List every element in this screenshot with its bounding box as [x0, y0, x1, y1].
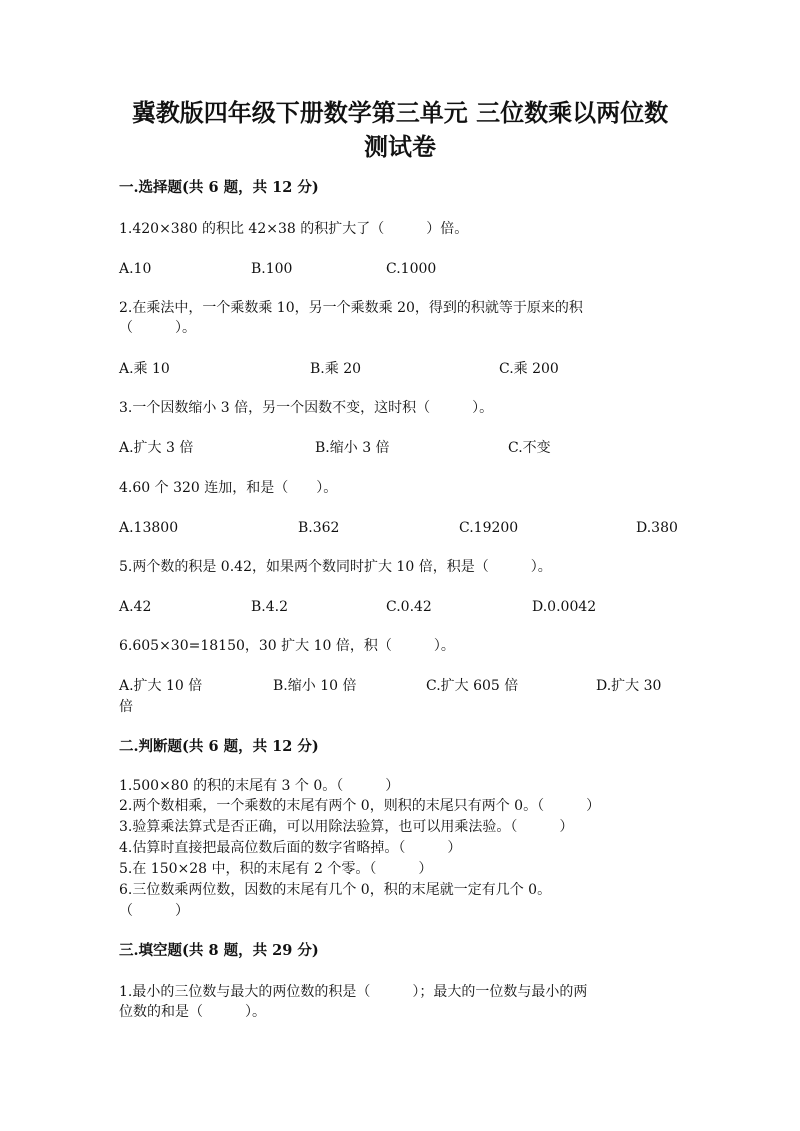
option-a: A.扩大 10 倍 [119, 678, 203, 694]
option-d: D.扩大 30 [596, 678, 662, 694]
judge-item: 4.估算时直接把最高位数后面的数字省略掉。（ ） [119, 840, 462, 856]
option-b: B.缩小 3 倍 [315, 440, 390, 456]
question-text: 6.605×30=18150，30 扩大 10 倍，积（ ）。 [119, 638, 455, 654]
question-text: 1.420×380 的积比 42×38 的积扩大了（ ）倍。 [119, 221, 469, 237]
question-text: 5.两个数的积是 0.42，如果两个数同时扩大 10 倍，积是（ ）。 [119, 559, 552, 575]
fill-question-line-1: 1.最小的三位数与最大的两位数的积是（ ）；最大的一位数与最小的两 [119, 984, 588, 1000]
judge-item: 2.两个数相乘，一个乘数的末尾有两个 0，则积的末尾只有两个 0。（ ） [119, 798, 601, 814]
section-heading-choice: 一.选择题(共 6 题，共 12 分) [119, 179, 319, 196]
option-d-wrap: 倍 [119, 699, 133, 715]
option-a: A.10 [119, 261, 152, 277]
judge-item: 6.三位数乘两位数，因数的末尾有几个 0，积的末尾就一定有几个 0。 [119, 882, 552, 898]
title-line-2: 测试卷 [364, 132, 436, 161]
option-b: B.100 [251, 261, 293, 277]
fill-question-line-2: 位数的和是（ ）。 [119, 1004, 266, 1020]
option-b: B.362 [298, 520, 340, 536]
option-c: C.扩大 605 倍 [426, 678, 519, 694]
option-a: A.42 [119, 599, 152, 615]
section-heading-fill: 三.填空题(共 8 题，共 29 分) [119, 942, 319, 959]
judge-item: 3.验算乘法算式是否正确，可以用除法验算，也可以用乘法验。（ ） [119, 819, 574, 835]
option-d: D.0.0042 [532, 599, 597, 615]
option-c: C.不变 [508, 440, 551, 456]
option-a: A.乘 10 [119, 361, 170, 377]
option-a: A.扩大 3 倍 [119, 440, 194, 456]
title-line-1: 冀教版四年级下册数学第三单元 三位数乘以两位数 [131, 98, 669, 127]
option-b: B.乘 20 [310, 361, 362, 377]
judge-item-wrap: （ ） [119, 903, 189, 919]
judge-item: 1.500×80 的积的末尾有 3 个 0。（ ） [119, 778, 400, 794]
option-a: A.13800 [119, 520, 179, 536]
option-c: C.1000 [386, 261, 437, 277]
page-title [0, 96, 800, 164]
question-text: 3.一个因数缩小 3 倍，另一个因数不变，这时积（ ）。 [119, 400, 494, 416]
question-text: 4.60 个 320 连加，和是（ ）。 [119, 480, 338, 496]
option-c: C.乘 200 [499, 361, 559, 377]
judge-item: 5.在 150×28 中，积的末尾有 2 个零。（ ） [119, 861, 433, 877]
question-text-line-1: 2.在乘法中，一个乘数乘 10，另一个乘数乘 20，得到的积就等于原来的积 [119, 300, 583, 316]
question-text-line-2: （ ）。 [119, 320, 196, 336]
section-heading-judge: 二.判断题(共 6 题，共 12 分) [119, 738, 319, 755]
option-c: C.19200 [459, 520, 519, 536]
option-c: C.0.42 [386, 599, 432, 615]
option-b: B.缩小 10 倍 [273, 678, 357, 694]
option-b: B.4.2 [251, 599, 289, 615]
option-d: D.380 [636, 520, 678, 536]
